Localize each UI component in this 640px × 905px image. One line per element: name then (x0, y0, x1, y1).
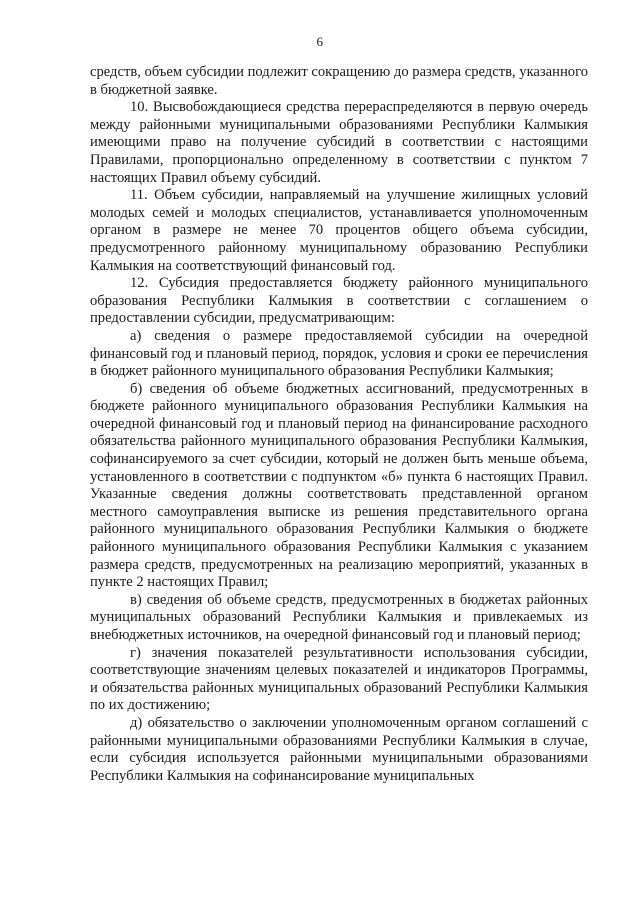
paragraph-item-10: 10. Высвобождающиеся средства перераспределяются в первую очередь между районными муниципальными образованиями Республики Калмыкия имеющими право на получение субсидий в соответствии с настоящими Правилами, пропорционально определенному в соответствии с пунктом 7 настоящих Правил объему субсидий. (90, 99, 588, 186)
document-body (90, 64, 588, 785)
paragraph-item-11: 11. Объем субсидии, направляемый на улучшение жилищных условий молодых семей и молодых специалистов, устанавливается уполномоченным органом в размере не менее 70 процентов общего объема субсидии, предусмотренного районному муниципальному образованию Республики Калмыкия на соответствующий финансовый год. (90, 187, 588, 274)
paragraph-item-12: 12. Субсидия предоставляется бюджету районного муниципального образования Республики Калмыкия в соответствии с соглашением о предоставлении субсидии, предусматривающим: (90, 275, 588, 327)
page-number: 6 (316, 34, 324, 49)
paragraph-subitem-a: а) сведения о размере предоставляемой субсидии на очередной финансовый год и плановый период, порядок, условия и сроки ее перечисления в бюджет районного муниципального образования Республики Калмыкия; (90, 327, 588, 380)
paragraph-subitem-b: б) сведения об объеме бюджетных ассигнований, предусмотренных в бюджете районного муниципального образования Республики Калмыкия на очередной финансовый год и плановый период на финансирование расходного обязательства районного муниципального образования Республики Калмыкия, софинансируемого за счет субсидии, который не должен быть меньше объема, установленного в соответствии с подпунктом «б» пункта 6 настоящих Правил. Указанные сведения должны соответствовать представленной органом местного самоуправления выписке из решения представительного органа районного муниципального образования Республики Калмыкия о бюджете районного муниципального образования Республики Калмыкия с указанием размера средств, предусмотренных на реализацию мероприятий, указанных в пункте 2 настоящих Правил; (90, 380, 588, 591)
paragraph-subitem-d: д) обязательство о заключении уполномоченным органом соглашений с районными муниципальными образованиями Республики Калмыкия в случае, если субсидия используется районными муниципальными образованиями Республики Калмыкия на софинансирование муниципальных (90, 714, 588, 784)
paragraph-subitem-g: г) значения показателей результативности использования субсидии, соответствующие значениям целевых показателей и индикаторов Программы, и обязательства районных муниципальных образований Республики Калмыкия по их достижению; (90, 644, 588, 714)
paragraph-continuation: средств, объем субсидии подлежит сокращению до размера средств, указанного в бюджетной заявке. (90, 64, 588, 98)
paragraph-subitem-v: в) сведения об объеме средств, предусмотренных в бюджетах районных муниципальных образований Республики Калмыкия и привлекаемых из внебюджетных источников, на очередной финансовый год и плановый период; (90, 591, 588, 643)
